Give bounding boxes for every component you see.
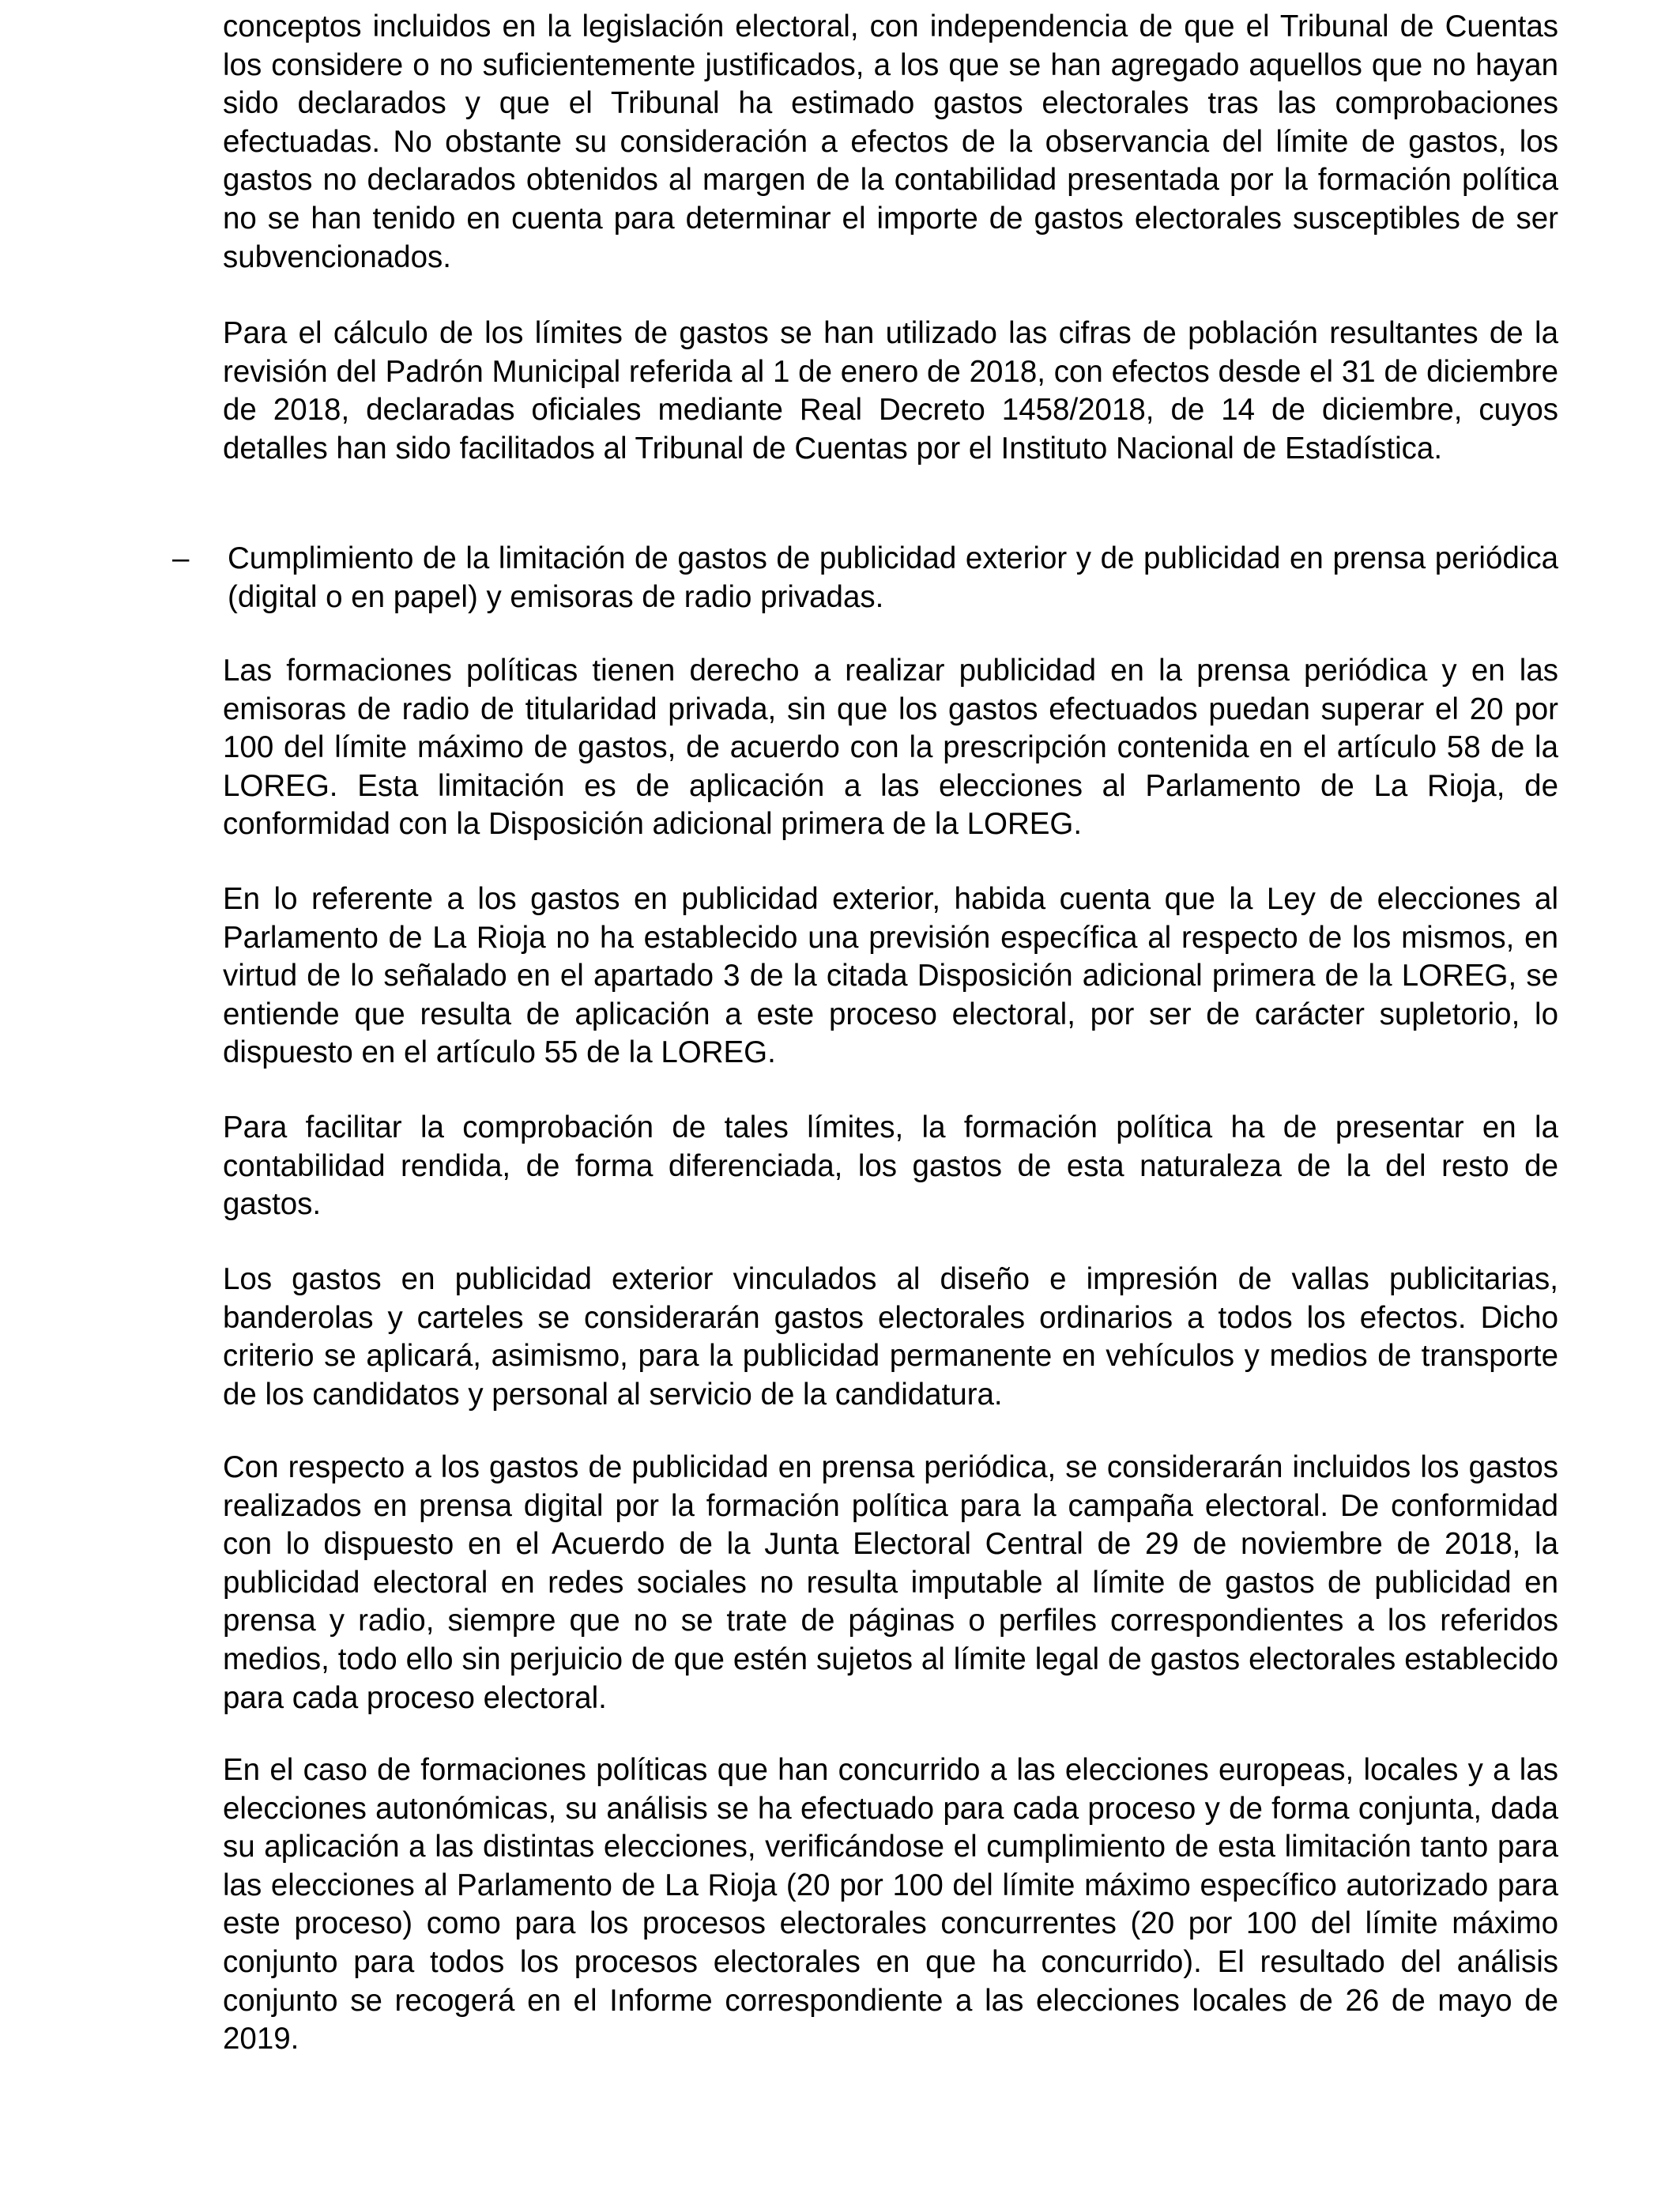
paragraph-outdoor-advertising-expenses: Los gastos en publicidad exterior vinculados al diseño e impresión de vallas publicitarias, banderolas y carteles se considerarán gastos electorales ordinarios a todos los efectos. Dicho criterio se aplicará, asimismo, para la publicidad permanente en vehículos y medios de transporte de los candidatos y personal al servicio de la candidatura. <box>223 1262 1558 1412</box>
paragraph-press-digital-expenses: Con respecto a los gastos de publicidad en prensa periódica, se considerarán incluidos los gastos realizados en prensa digital por la formación política para la campaña electoral. De conformidad con lo dispuesto en el Acuerdo de la Junta Electoral Central de 29 de noviembre de 2018, la publicidad electoral en redes sociales no resulta imputable al límite de gastos de publicidad en prensa y radio, siempre que no se trate de páginas o perfiles correspondientes a los referidos medios, todo ello sin perjuicio de que estén sujetos al límite legal de gastos electorales establecido para cada proceso electoral. <box>223 1450 1558 1715</box>
paragraph-limit-verification: Para facilitar la comprobación de tales límites, la formación política ha de presentar en la contabilidad rendida, de forma diferenciada, los gastos de esta naturaleza de la del resto de gastos. <box>223 1110 1558 1222</box>
paragraph-outdoor-advertising: En lo referente a los gastos en publicidad exterior, habida cuenta que la Ley de elecciones al Parlamento de La Rioja no ha establecido una previsión específica al respecto de los mismos, en virtud de lo señalado en el apartado 3 de la citada Disposición adicional primera de la LOREG, se entiende que resulta de aplicación a este proceso electoral, por ser de carácter supletorio, lo dispuesto en el artículo 55 de la LOREG. <box>223 882 1558 1070</box>
bullet-dash-marker: – <box>172 541 190 575</box>
paragraph-concurrent-elections: En el caso de formaciones políticas que han concurrido a las elecciones europeas, locales y a las elecciones autonómicas, su análisis se ha efectuado para cada proceso y de forma conjunta, dada su aplicación a las distintas elecciones, verificándose el cumplimiento de esta limitación tanto para las elecciones al Parlamento de La Rioja (20 por 100 del límite máximo específico autorizado para este proceso) como para los procesos electorales concurrentes (20 por 100 del límite máximo conjunto para todos los procesos electorales en que ha concurrido). El resultado del análisis conjunto se recogerá en el Informe correspondiente a las elecciones locales de 26 de mayo de 2019. <box>223 1753 1558 2056</box>
paragraph-spending-limits-population: Para el cálculo de los límites de gastos se han utilizado las cifras de población resultantes de la revisión del Padrón Municipal referida al 1 de enero de 2018, con efectos desde el 31 de diciembre de 2018, declaradas oficiales mediante Real Decreto 1458/2018, de 14 de diciembre, cuyos detalles han sido facilitados al Tribunal de Cuentas por el Instituto Nacional de Estadística. <box>223 316 1558 466</box>
paragraph-electoral-expenses-concepts: conceptos incluidos en la legislación electoral, con independencia de que el Tribunal de Cuentas los considere o no suficientemente justificados, a los que se han agregado aquellos que no hayan sido declarados y que el Tribunal ha estimado gastos electorales tras las comprobaciones efectuadas. No obstante su consideración a efectos de la observancia del límite de gastos, los gastos no declarados obtenidos al margen de la contabilidad presentada por la formación política no se han tenido en cuenta para determinar el importe de gastos electorales susceptibles de ser subvencionados. <box>223 9 1558 274</box>
paragraph-press-radio-advertising: Las formaciones políticas tienen derecho a realizar publicidad en la prensa periódica y en las emisoras de radio de titularidad privada, sin que los gastos efectuados puedan superar el 20 por 100 del límite máximo de gastos, de acuerdo con la prescripción contenida en el artículo 58 de la LOREG. Esta limitación es de aplicación a las elecciones al Parlamento de La Rioja, de conformidad con la Disposición adicional primera de la LOREG. <box>223 654 1558 842</box>
bullet-item-advertising-limits: Cumplimiento de la limitación de gastos de publicidad exterior y de publicidad en prensa periódica (digital o en papel) y emisoras de radio privadas. <box>228 541 1558 614</box>
